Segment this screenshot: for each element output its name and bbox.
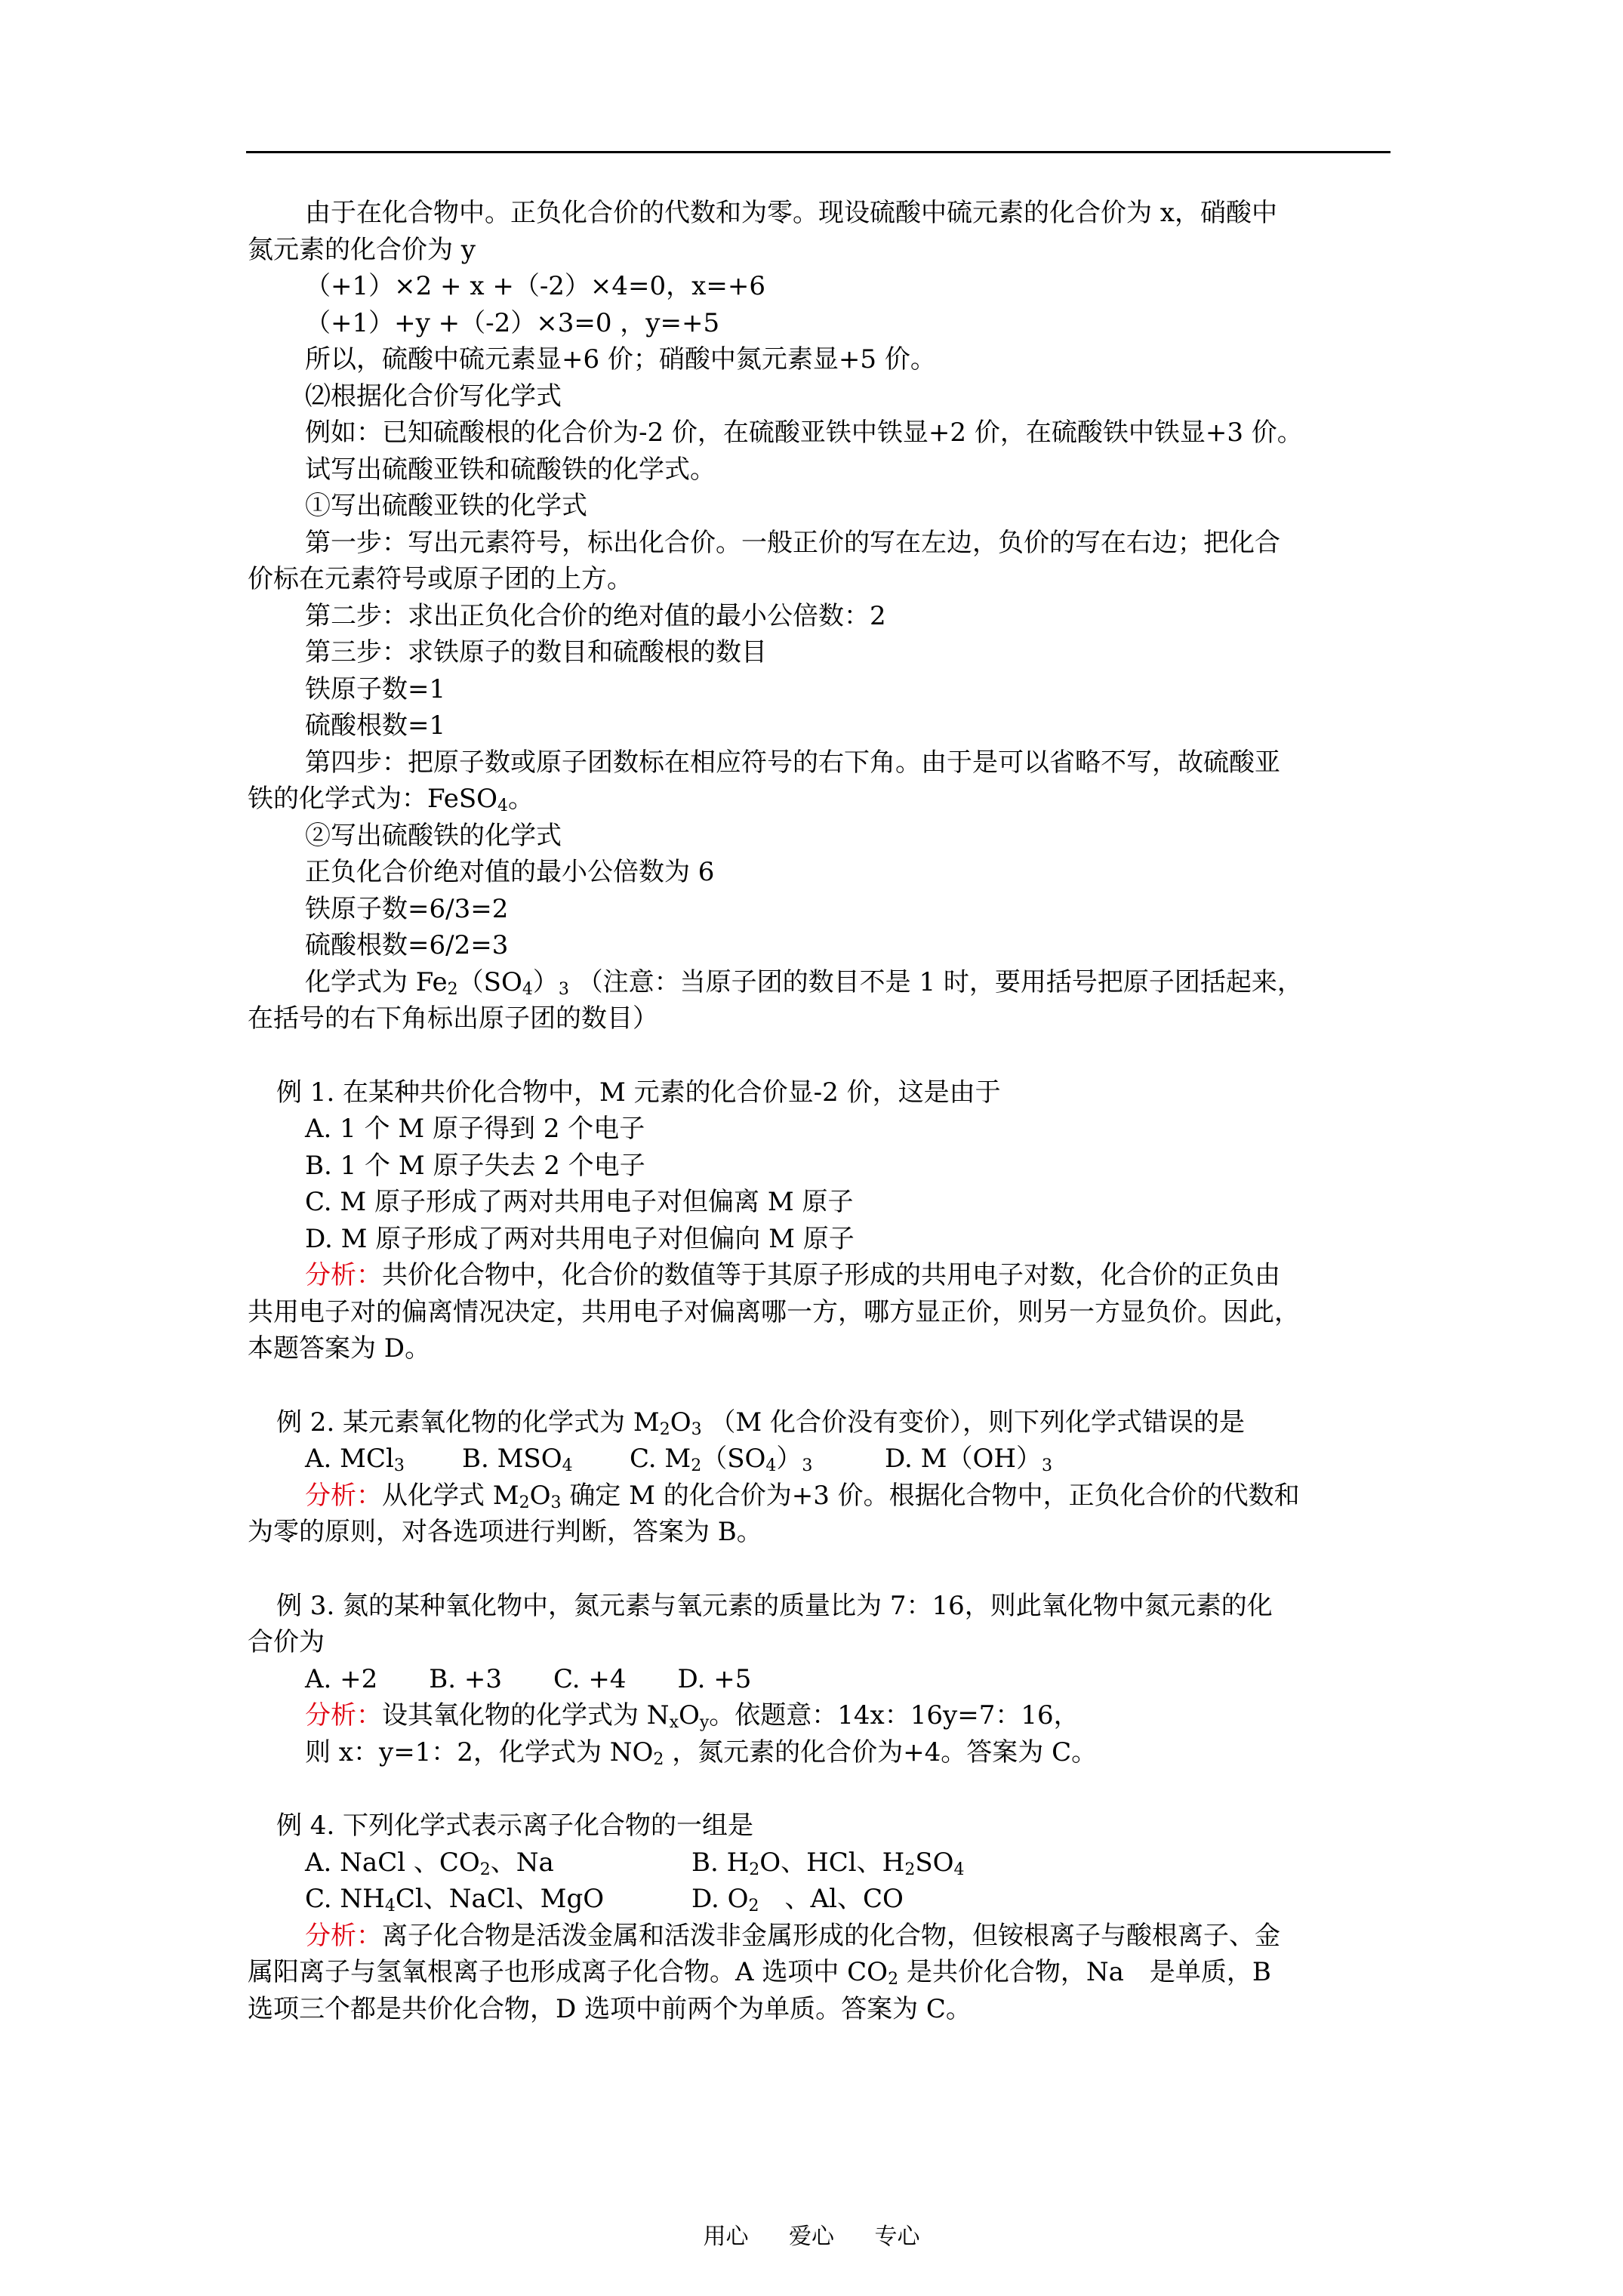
equation-line: （+1）+y +（-2）×3=0 ，y=+5 (305, 307, 720, 338)
formula-line: 化学式为 $Fe_2(SO_4)_3$ （注意：当原子团的数目不是 1 时，要用括号把原子团括起来， (305, 966, 1303, 999)
example-4-options-cd (248, 1881, 1395, 1918)
example-4-analysis: 属阳离子与氢氧根离子也形成离子化合物。A 选项中 $CO_2$ 是共价化合物，Na 是单质，B (248, 1957, 1271, 1989)
paragraph-line: 在括号的右下角标出原子团的数目） (248, 1003, 658, 1034)
example-4-analysis: 选项三个都是共价化合物，D 选项中前两个为单质。答案为 C。 (248, 1993, 972, 2024)
example-4-option-c: C. $NH_4Cl$、NaCl、MgO (305, 1884, 605, 1915)
analysis-label: 分析： (305, 1920, 382, 1951)
footer-text: 爱心 (789, 2224, 834, 2250)
equation-line: （+1）×2 + x +（-2）×4=0，x=+6 (305, 271, 765, 301)
example-4-options-ab (248, 1845, 1395, 1881)
example-2-option-b: B. $MSO_4$ (462, 1444, 573, 1475)
example-4-option-a: A. NaCl 、$CO_2$、Na (305, 1847, 554, 1879)
paragraph-line: 所以，硫酸中硫元素显+6 价；硝酸中氮元素显+5 价。 (305, 344, 936, 374)
example-1-option-a: A. 1 个 M 原子得到 2 个电子 (305, 1114, 645, 1144)
example-2-question: 例 2. 某元素氧化物的化学式为 $M_2O_3$ （M 化合价没有变价），则下列化学式错误的是 (276, 1407, 1245, 1439)
example-1-analysis: 本题答案为 D。 (248, 1333, 431, 1364)
paragraph-line: 硫酸根数=1 (305, 710, 446, 741)
example-4-option-d: D. $O_2$ 、Al、CO (691, 1884, 904, 1915)
paragraph-line: 正负化合价绝对值的最小公倍数为 6 (305, 857, 715, 887)
paragraph-line: 铁原子数=1 (305, 673, 446, 704)
paragraph-line: 第二步：求出正负化合价的绝对值的最小公倍数：2 (305, 600, 886, 631)
example-1-option-d: D. M 原子形成了两对共用电子对但偏向 M 原子 (305, 1223, 855, 1254)
example-2-analysis: 为零的原则，对各选项进行判断，答案为 B。 (248, 1517, 762, 1547)
analysis-label: 分析： (305, 1260, 382, 1290)
example-4-option-b: B. $H_2O$、HCl、$H_2SO_4$ (691, 1847, 965, 1879)
example-1-option-b: B. 1 个 M 原子失去 2 个电子 (305, 1150, 645, 1181)
example-2-options (248, 1441, 1395, 1478)
example-1-analysis: 共用电子对的偏离情况决定，共用电子对偏离哪一方，哪方显正价，则另一方显负价。因此， (248, 1296, 1300, 1327)
paragraph-line: 由于在化合物中。正负化合价的代数和为零。现设硫酸中硫元素的化合价为 x，硝酸中 (305, 198, 1277, 228)
analysis-label: 分析： (305, 1700, 382, 1730)
example-4-analysis: 分析：离子化合物是活泼金属和活泼非金属形成的化合物，但铵根离子与酸根离子、金 (305, 1920, 1280, 1951)
example-2-option-a: A. MCl$_3$ (305, 1444, 405, 1475)
analysis-label: 分析： (305, 1480, 382, 1511)
subsection-heading: ①写出硫酸亚铁的化学式 (305, 491, 587, 521)
formula-line: 铁的化学式为：FeSO$_4$。 (248, 784, 534, 815)
example-3-options: A. +2 B. +3 C. +4 D. +5 (305, 1663, 752, 1694)
example-1-option-c: C. M 原子形成了两对共用电子对但偏离 M 原子 (305, 1187, 854, 1217)
paragraph-line: 价标在元素符号或原子团的上方。 (248, 564, 633, 594)
example-4-question: 例 4. 下列化学式表示离子化合物的一组是 (276, 1811, 754, 1841)
paragraph-line: 硫酸根数=6/2=3 (305, 930, 509, 960)
example-2-option-d: D. $M(OH)_3$ (885, 1444, 1053, 1475)
paragraph-line: 第四步：把原子数或原子团数标在相应符号的右下角。由于是可以省略不写，故硫酸亚 (305, 747, 1280, 778)
example-1-analysis: 分析：共价化合物中，化合价的数值等于其原子形成的共用电子对数，化合价的正负由 (305, 1260, 1280, 1290)
example-1-question: 例 1. 在某种共价化合物中，M 元素的化合价显-2 价，这是由于 (276, 1077, 1001, 1108)
section-heading: ⑵根据化合价写化学式 (305, 381, 562, 411)
footer-text: 用心 (703, 2224, 749, 2250)
paragraph-line: 铁原子数=6/3=2 (305, 893, 509, 924)
paragraph-line: 氮元素的化合价为 y (248, 234, 476, 265)
example-3-question: 例 3. 氮的某种氧化物中，氮元素与氧元素的质量比为 7：16，则此氧化物中氮元素的化 (276, 1590, 1273, 1621)
example-3-analysis: 分析：设其氧化物的化学式为 $N_xO_y$。依题意：14x：16y=7：16， (305, 1700, 1079, 1732)
paragraph-line: 第三步：求铁原子的数目和硫酸根的数目 (305, 637, 767, 667)
example-2-option-c: C. $M_2(SO_4)_3$ (630, 1444, 813, 1475)
document-body (248, 195, 1395, 2027)
header-rule (246, 151, 1390, 153)
paragraph-line: 例如：已知硫酸根的化合价为-2 价，在硫酸亚铁中铁显+2 价，在硫酸铁中铁显+3 价。 (305, 418, 1303, 448)
subsection-heading: ②写出硫酸铁的化学式 (305, 820, 562, 851)
example-2-analysis: 分析：从化学式 $M_2O_3$ 确定 M 的化合价为+3 价。根据化合物中，正负化合价的代数和 (305, 1480, 1300, 1512)
page-footer (0, 2217, 1623, 2251)
footer-text: 专心 (874, 2224, 920, 2250)
example-3-analysis: 则 x：y=1：2，化学式为 $NO_2$ ，氮元素的化合价为+4。答案为 C。 (305, 1737, 1098, 1769)
example-3-question: 合价为 (248, 1627, 325, 1657)
paragraph-line: 第一步：写出元素符号，标出化合价。一般正价的写在左边，负价的写在右边；把化合 (305, 527, 1280, 558)
paragraph-line: 试写出硫酸亚铁和硫酸铁的化学式。 (305, 454, 716, 485)
